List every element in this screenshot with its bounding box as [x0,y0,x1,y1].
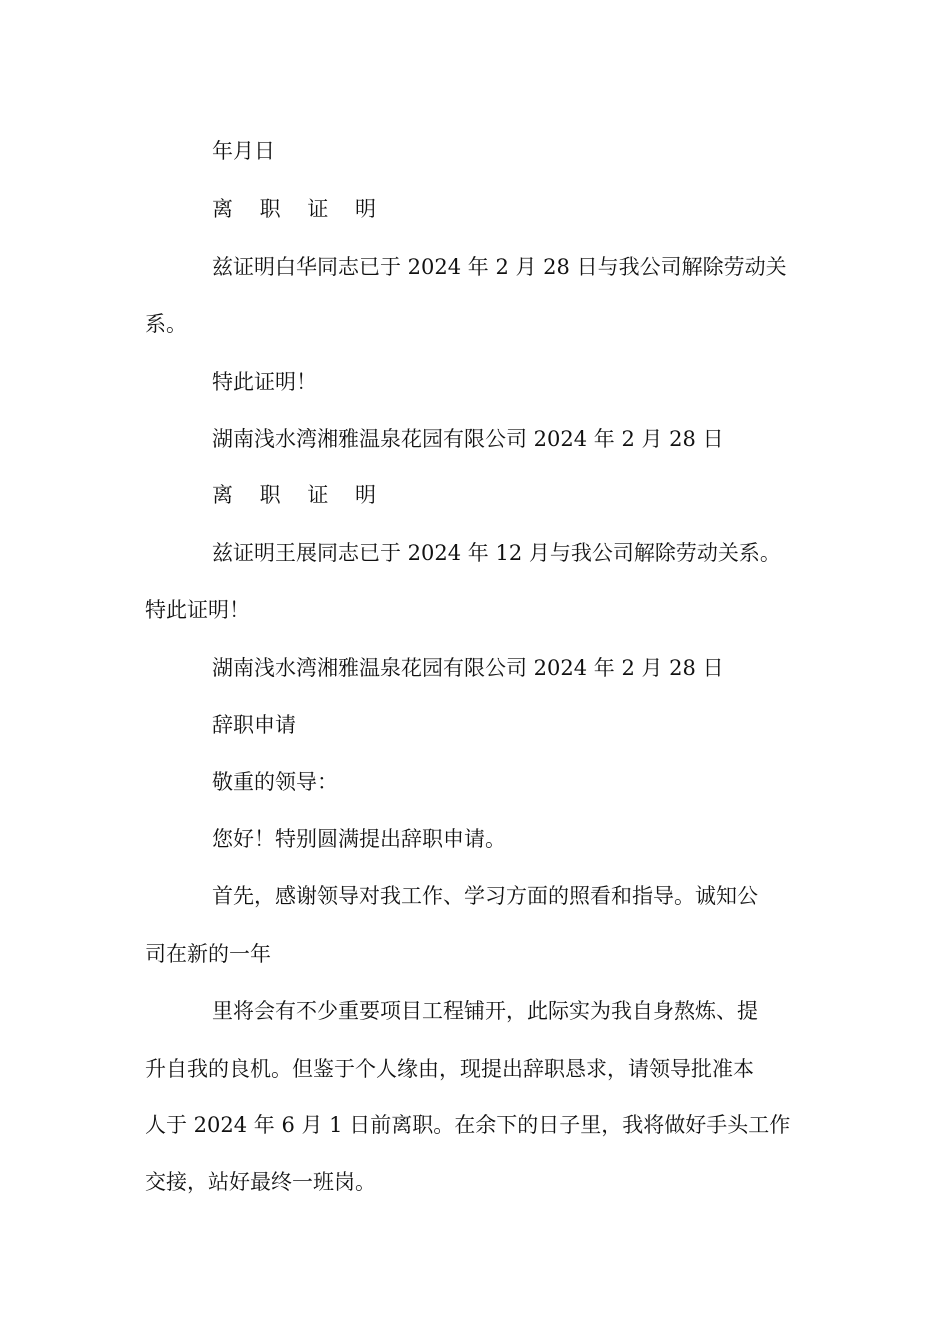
certificate-body-2: 兹证明王展同志已于 2024 年 12 月与我公司解除劳动关系。 [212,541,781,565]
resignation-title: 辞职申请 [212,713,296,737]
resignation-paragraph-1-line-1: 首先，感谢领导对我工作、学习方面的照看和指导。诚知公 [212,884,758,908]
resignation-greeting: 您好！特别圆满提出辞职申请。 [212,827,506,851]
resignation-paragraph-1-line-2: 司在新的一年 [145,942,271,966]
certificate-closing-2: 特此证明！ [145,598,250,622]
certificate-body-1-line-2: 系。 [145,312,187,336]
resignation-paragraph-2-line-4: 交接，站好最终一班岗。 [145,1170,376,1194]
certificate-signature-2: 湖南浅水湾湘雅温泉花园有限公司 2024 年 2 月 28 日 [212,656,724,680]
resignation-salutation: 敬重的领导： [212,770,338,794]
date-placeholder-line: 年月日 [212,139,275,163]
certificate-title-1: 离 职 证 明 [212,197,387,221]
resignation-paragraph-2-line-1: 里将会有不少重要项目工程铺开，此际实为我自身熬炼、提 [212,999,758,1023]
resignation-paragraph-2-line-2: 升自我的良机。但鉴于个人缘由，现提出辞职恳求，请领导批准本 [145,1057,754,1081]
certificate-closing-1: 特此证明！ [212,370,317,394]
certificate-signature-1: 湖南浅水湾湘雅温泉花园有限公司 2024 年 2 月 28 日 [212,427,724,451]
resignation-paragraph-2-line-3: 人于 2024 年 6 月 1 日前离职。在余下的日子里，我将做好手头工作 [145,1113,791,1137]
certificate-title-2: 离 职 证 明 [212,483,387,507]
certificate-body-1-line-1: 兹证明白华同志已于 2024 年 2 月 28 日与我公司解除劳动关 [212,255,787,279]
